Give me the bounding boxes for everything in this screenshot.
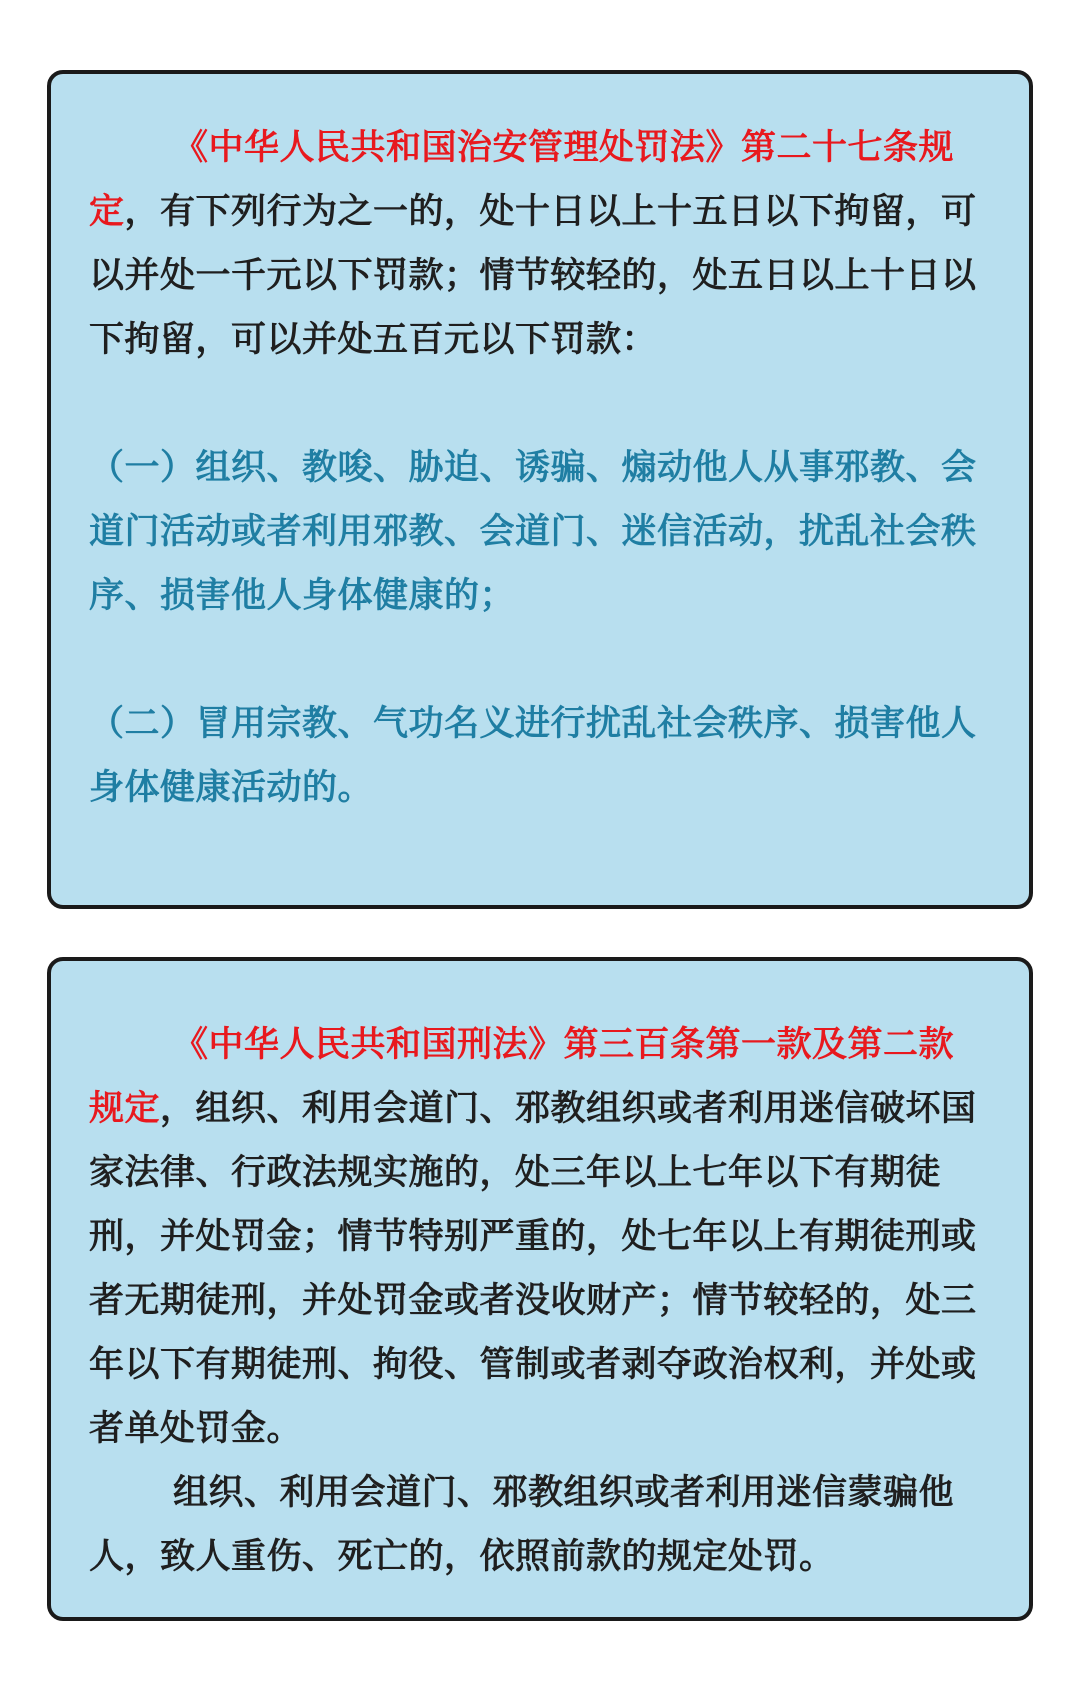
- item-two: （二）冒用宗教、气功名义进行扰乱社会秩序、损害他人身体健康活动的。: [89, 704, 977, 808]
- article-27-paragraph: [89, 116, 989, 372]
- article-300-title: 《中华人民共和国刑法》第三百条第一款及第二款规定: [89, 1025, 955, 1129]
- article-27-text: ，有下列行为之一的，处十日以上十五日以下拘留，可以并处一千元以下罚款；情节较轻的，处五日以上十日以下拘留，可以并处五百元以下罚款：: [89, 192, 977, 360]
- spacer: [89, 372, 989, 436]
- law-card-public-security: [47, 70, 1033, 909]
- article-300-second-paragraph: 组织、利用会道门、邪教组织或者利用迷信蒙骗他人，致人重伤、死亡的，依照前款的规定处罚。: [89, 1473, 955, 1577]
- law-card-criminal-law: [47, 957, 1033, 1621]
- article-300-paragraph: [89, 1013, 989, 1461]
- article-300-text: ，组织、利用会道门、邪教组织或者利用迷信破坏国家法律、行政法规实施的，处三年以上七年以下有期徒刑，并处罚金；情节特别严重的，处七年以上有期徒刑或者无期徒刑，并处罚金或者没收财产；情节较轻的，处三年以下有期徒刑、拘役、管制或者剥夺政治权利，并处或者单处罚金。: [89, 1089, 977, 1449]
- item-one: （一）组织、教唆、胁迫、诱骗、煽动他人从事邪教、会道门活动或者利用邪教、会道门、迷信活动，扰乱社会秩序、损害他人身体健康的；: [89, 448, 977, 616]
- article-27-title: 《中华人民共和国治安管理处罚法》第二十七条规定: [89, 128, 955, 232]
- spacer: [89, 628, 989, 692]
